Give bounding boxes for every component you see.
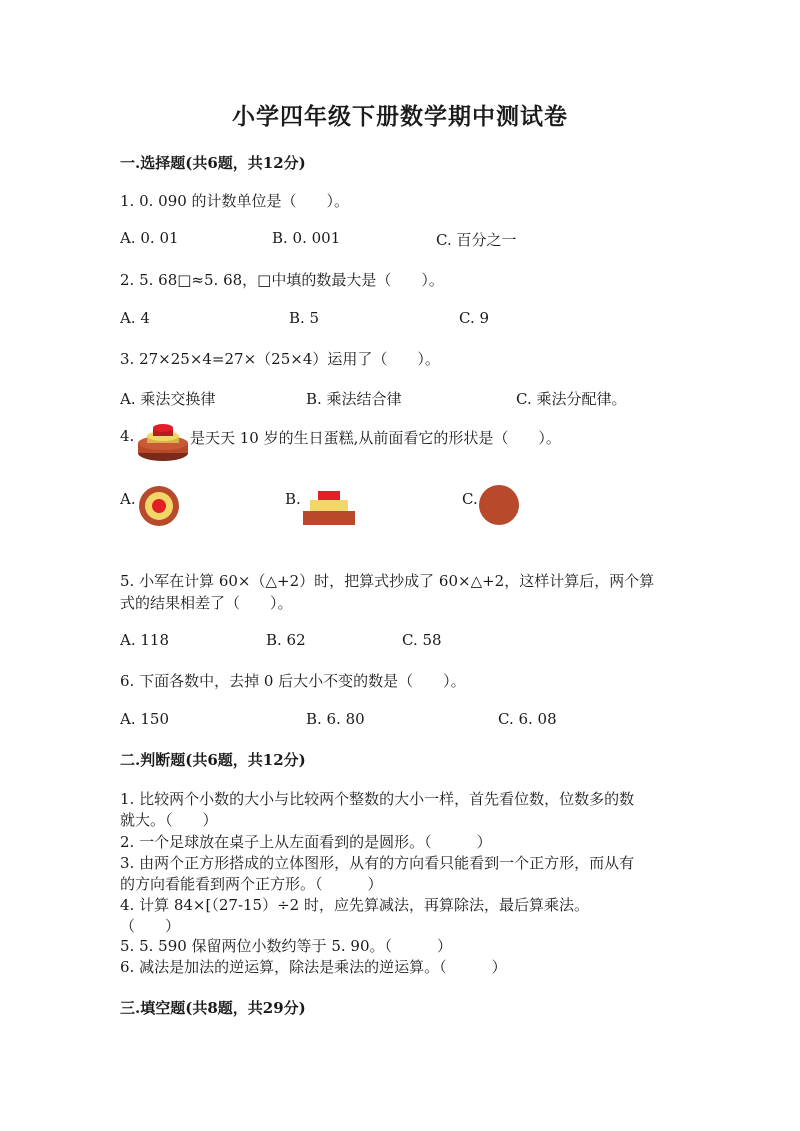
question-2-option-b: B. 5 — [289, 309, 320, 327]
judge-4-line-2: （ ） — [120, 917, 181, 935]
question-5-stem-line-1: 5. 小军在计算 60×（△+2）时，把算式抄成了 60×△+2，这样计算后，两个算 — [120, 572, 655, 590]
question-5-stem-line-2: 式的结果相差了（ ）。 — [120, 594, 293, 612]
question-6-option-b: B. 6. 80 — [306, 710, 365, 728]
question-3-stem: 3. 27×25×4=27×（25×4）运用了（ ）。 — [120, 350, 440, 368]
judge-4-line-1: 4. 计算 84×[（27-15）÷2 时，应先算减法，再算除法，最后算乘法。 — [120, 896, 589, 914]
brown-circle-icon — [478, 484, 520, 526]
section-heading-fill: 三.填空题(共8题，共29分) — [120, 999, 306, 1017]
question-4-option-a: A. — [120, 490, 136, 508]
judge-1-line-2: 就大。（ ） — [120, 811, 218, 829]
question-5-option-a: A. 118 — [120, 631, 169, 649]
cake-3d-icon — [137, 423, 189, 463]
judge-6: 6. 减法是加法的逆运算，除法是乘法的逆运算。（ ） — [120, 958, 507, 976]
question-3-option-b: B. 乘法结合律 — [306, 390, 402, 408]
question-4-number: 4. — [120, 427, 135, 445]
question-4-stem: 是天天 10 岁的生日蛋糕,从前面看它的形状是（ ）。 — [190, 429, 561, 447]
question-4-option-b: B. — [285, 490, 301, 508]
judge-1-line-1: 1. 比较两个小数的大小与比较两个整数的大小一样，首先看位数，位数多的数 — [120, 790, 635, 808]
question-4-option-c: C. — [462, 490, 478, 508]
question-2-option-a: A. 4 — [120, 309, 150, 327]
section-heading-choice: 一.选择题(共6题，共12分) — [120, 154, 306, 172]
cake-front-view-icon — [302, 490, 356, 526]
judge-5: 5. 5. 590 保留两位小数约等于 5. 90。（ ） — [120, 937, 452, 955]
question-1-option-c: C. 百分之一 — [436, 231, 517, 249]
question-6-stem: 6. 下面各数中，去掉 0 后大小不变的数是（ ）。 — [120, 672, 466, 690]
judge-3-line-1: 3. 由两个正方形搭成的立体图形，从有的方向看只能看到一个正方形，而从有 — [120, 854, 635, 872]
question-2-option-c: C. 9 — [459, 309, 490, 327]
question-1-stem: 1. 0. 090 的计数单位是（ ）。 — [120, 192, 350, 210]
question-6-option-c: C. 6. 08 — [498, 710, 557, 728]
judge-3-line-2: 的方向看能看到两个正方形。（ ） — [120, 875, 383, 893]
question-1-option-a: A. 0. 01 — [120, 229, 179, 247]
question-2-stem: 2. 5. 68□≈5. 68，□中填的数最大是（ ）。 — [120, 271, 444, 289]
cake-top-view-icon — [138, 485, 180, 527]
section-heading-judge: 二.判断题(共6题，共12分) — [120, 751, 306, 769]
question-1-option-b: B. 0. 001 — [272, 229, 341, 247]
question-3-option-c: C. 乘法分配律。 — [516, 390, 627, 408]
page-title: 小学四年级下册数学期中测试卷 — [232, 103, 568, 130]
question-5-option-c: C. 58 — [402, 631, 442, 649]
judge-2: 2. 一个足球放在桌子上从左面看到的是圆形。（ ） — [120, 833, 492, 851]
question-3-option-a: A. 乘法交换律 — [120, 390, 216, 408]
question-6-option-a: A. 150 — [120, 710, 169, 728]
question-5-option-b: B. 62 — [266, 631, 306, 649]
